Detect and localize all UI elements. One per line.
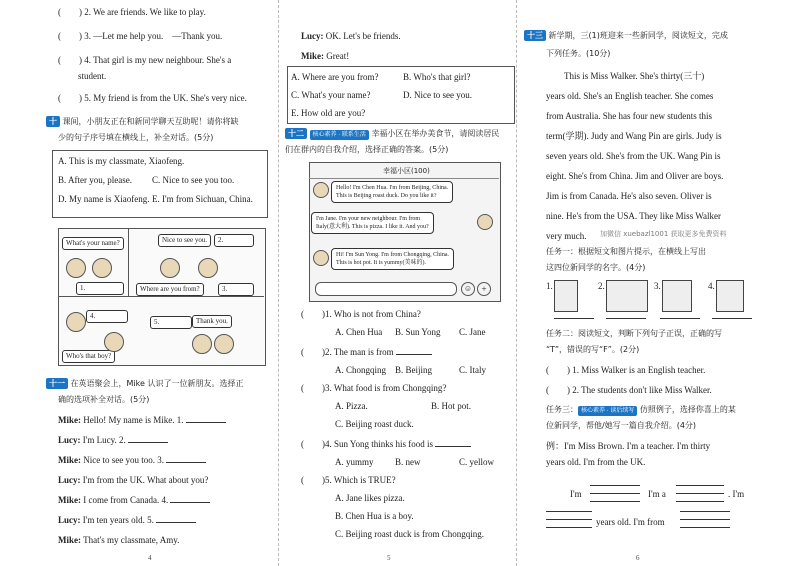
- photo-label: 1.: [546, 281, 553, 291]
- column-divider: [278, 0, 279, 566]
- choice[interactable]: C. Italy: [459, 365, 486, 375]
- dialogue-line: Lucy: I'm from the UK. What about you?: [58, 475, 209, 485]
- judge-item: ( ) 3. —Let me help you. —Thank you.: [58, 31, 223, 41]
- chat-message: Hi! I'm Sun Yong. I'm from Chongqing, China. This is hot pot. It is yummy(美味的).: [331, 248, 454, 270]
- choice[interactable]: B. Hot pot.: [431, 401, 472, 411]
- task-1-title: 任务一：根据短文和图片提示，在横线上写出: [546, 247, 706, 256]
- answer-blank[interactable]: [186, 422, 226, 423]
- passage-line: nine. He's from the USA. They like Miss Walker: [546, 211, 722, 221]
- avatar: [477, 214, 493, 230]
- answer-blank[interactable]: [554, 318, 594, 319]
- child-figure: [214, 334, 234, 354]
- big-ben-image: [554, 280, 578, 312]
- speech-bubble: Thank you.: [192, 315, 232, 328]
- watermark: 加微信 xuebazl1001 获取更多免费资料: [600, 230, 727, 238]
- choice[interactable]: A. Pizza.: [335, 401, 368, 411]
- choice[interactable]: C. yellow: [459, 457, 494, 467]
- speech-bubble: Nice to see you.: [158, 234, 211, 247]
- judge-item: ( ) 5. My friend is from the UK. She's very nice.: [58, 93, 247, 103]
- passage-line: years old. She's an English teacher. She comes: [546, 91, 714, 101]
- judge-item: ( ) 1. Miss Walker is an English teacher.: [546, 365, 706, 375]
- dialogue-line: Lucy: OK. Let's be friends.: [301, 31, 401, 41]
- divider: [309, 178, 499, 179]
- choice[interactable]: B. Beijing: [395, 365, 433, 375]
- question: ( )3. What food is from Chongqing?: [301, 383, 447, 393]
- child-figure: [66, 258, 86, 278]
- task-2-title: 任务二：阅读短文，判断下列句子正误，正确的写: [546, 329, 722, 338]
- choice[interactable]: C. Beijing roast duck.: [335, 419, 414, 429]
- section-10-title-line2: 少的句子序号填在横线上，补全对话。(5分): [58, 133, 214, 142]
- page-number: 4: [148, 554, 152, 562]
- answer-bubble[interactable]: 2.: [214, 234, 254, 247]
- section-12-title-line2: 们在群内的自我介绍，选择正确的答案。(5分): [285, 145, 449, 154]
- question: ( )1. Who is not from China?: [301, 309, 421, 319]
- choice[interactable]: B. Chen Hua is a boy.: [335, 511, 414, 521]
- speech-bubble: What's your name?: [62, 237, 124, 250]
- page-number: 6: [636, 554, 640, 562]
- option: C. What's your name?: [291, 90, 371, 100]
- chat-title: 幸福小区(100): [383, 167, 430, 175]
- answer-blank[interactable]: [660, 318, 700, 319]
- speech-bubble: Where are you from?: [136, 283, 204, 296]
- dialogue-line: Mike: Great!: [301, 51, 350, 61]
- judge-item: ( ) 2. We are friends. We like to play.: [58, 7, 206, 17]
- photo-label: 4.: [708, 281, 715, 291]
- answer-bubble[interactable]: 4.: [86, 310, 128, 323]
- child-figure: [160, 258, 180, 278]
- judge-item-continued: student.: [78, 71, 107, 81]
- answer-blank[interactable]: [156, 522, 196, 523]
- page-5-column: [283, 0, 515, 566]
- choice[interactable]: B. Sun Yong: [395, 327, 441, 337]
- section-10-title: 十 课间，小朋友正在和新同学聊天互助呢！请你将缺: [46, 116, 239, 128]
- task-3-title: 任务三： 核心素养 · 读后续写 仿照例子，选择你喜上的某: [546, 405, 736, 414]
- chat-message: I'm Jane. I'm your new neighbour. I'm from Italy(意大利). This is pizza. I like it. And you?: [311, 212, 434, 234]
- section-12-title: 十二 核心素养 · 联系生活 幸福小区在举办美食节，请阅读居民: [285, 128, 499, 140]
- answer-bubble[interactable]: 1.: [76, 282, 124, 295]
- passage-line: seven years old. She's from the UK. Wang Pin is: [546, 151, 721, 161]
- child-figure: [198, 258, 218, 278]
- dialogue-line: Lucy: I'm Lucy. 2.: [58, 434, 168, 446]
- page-6-column: [518, 0, 800, 566]
- judge-item: ( ) 2. The students don't like Miss Walker.: [546, 385, 712, 395]
- dialogue-line: Mike: That's my classmate, Amy.: [58, 535, 180, 545]
- fill-text: years old. I'm from: [596, 517, 665, 527]
- child-figure: [192, 334, 212, 354]
- section-13-title-line2: 下列任务。(10分): [546, 49, 611, 58]
- choice[interactable]: B. new: [395, 457, 421, 467]
- passage-line: very much.: [546, 231, 587, 241]
- example-line: 例：I'm Miss Brown. I'm a teacher. I'm thirty: [546, 441, 711, 451]
- dialogue-line: Lucy: I'm ten years old. 5.: [58, 514, 196, 526]
- fill-text: . I'm: [728, 489, 745, 499]
- example-line: years old. I'm from the UK.: [546, 457, 646, 467]
- answer-blank[interactable]: [435, 446, 471, 447]
- choice[interactable]: A. Jane likes pizza.: [335, 493, 405, 503]
- page-4-column: [0, 0, 270, 566]
- divider: [58, 296, 264, 297]
- photo-label: 3.: [654, 281, 661, 291]
- question: ( )4. Sun Yong thinks his food is: [301, 438, 471, 450]
- option: E. I'm from Sichuan, China.: [152, 194, 253, 204]
- dialogue-line: Mike: Nice to see you too. 3.: [58, 454, 206, 466]
- option: D. Nice to see you.: [403, 90, 472, 100]
- writing-lines[interactable]: [676, 482, 724, 506]
- answer-bubble[interactable]: 3.: [218, 283, 254, 296]
- speech-bubble: Who's that boy?: [62, 350, 115, 363]
- writing-lines[interactable]: [680, 508, 730, 532]
- choice[interactable]: A. Chongqing: [335, 365, 387, 375]
- passage-line: term(学期). Judy and Wang Pin are girls. Judy is: [546, 131, 722, 141]
- answer-blank[interactable]: [128, 442, 168, 443]
- question: ( )2. The man is from: [301, 346, 432, 358]
- answer-bubble[interactable]: 5.: [150, 316, 192, 329]
- photo-label: 2.: [598, 281, 605, 291]
- column-divider: [516, 0, 517, 566]
- section-11-title: 十一 在英语聚会上，Mike 认识了一位新朋友。选择正: [46, 378, 243, 390]
- passage-line: from Australia. She has four new students this: [546, 111, 712, 121]
- option: D. My name is Xiaofeng.: [58, 194, 150, 204]
- passage-line: Jim is from Canada. He's also seven. Oliver is: [546, 191, 712, 201]
- answer-blank[interactable]: [166, 462, 206, 463]
- option: B. Who's that girl?: [403, 72, 471, 82]
- avatar: [313, 250, 329, 266]
- answer-blank[interactable]: [396, 354, 432, 355]
- task-1-title-line2: 这四位新同学的名字。(4分): [546, 263, 646, 272]
- option: C. Nice to see you too.: [152, 175, 235, 185]
- question: ( )5. Which is TRUE?: [301, 475, 396, 485]
- option: A. Where are you from?: [291, 72, 379, 82]
- choice[interactable]: C. Beijing roast duck is from Chongqing.: [335, 529, 484, 539]
- judge-item: ( ) 4. That girl is my new neighbour. She's a: [58, 55, 232, 65]
- avatar: [313, 182, 329, 198]
- fill-text: I'm: [570, 489, 582, 499]
- answer-blank[interactable]: [606, 318, 646, 319]
- choice[interactable]: A. yummy: [335, 457, 374, 467]
- statue-of-liberty-image: [662, 280, 692, 312]
- passage-line: eight. She's from China. Jim and Oliver are boys.: [546, 171, 724, 181]
- option: B. After you, please.: [58, 175, 132, 185]
- child-figure: [104, 332, 124, 352]
- page-number: 5: [387, 554, 391, 562]
- child-figure: [66, 312, 86, 332]
- fill-text: I'm a: [648, 489, 666, 499]
- writing-lines[interactable]: [546, 508, 592, 532]
- choice[interactable]: C. Jane: [459, 327, 486, 337]
- writing-lines[interactable]: [590, 482, 640, 506]
- task-2-title-line2: “T”，错误的写“F”。(2分): [546, 345, 640, 354]
- add-icon[interactable]: +: [477, 282, 491, 296]
- great-wall-image: [606, 280, 648, 312]
- message-input[interactable]: [315, 282, 457, 296]
- dialogue-line: Mike: I come from Canada. 4.: [58, 494, 210, 506]
- dialogue-line: Mike: Hello! My name is Mike. 1.: [58, 414, 226, 426]
- task-3-title-line2: 位新同学，帮他/她写一篇自我介绍。(4分): [546, 421, 697, 430]
- section-13-title: 十三 新学期，三(1)班迎来一些新同学，阅读短文，完成: [524, 30, 728, 42]
- child-figure: [92, 258, 112, 278]
- answer-blank[interactable]: [712, 318, 752, 319]
- divider: [128, 228, 129, 296]
- section-11-title-line2: 确的选项补全对话。(5分): [58, 395, 150, 404]
- passage-line: This is Miss Walker. She's thirty(三十): [564, 71, 705, 81]
- option: A. This is my classmate, Xiaofeng.: [58, 156, 185, 166]
- emoji-icon[interactable]: ☺: [461, 282, 475, 296]
- chat-message: Hello! I'm Chen Hua. I'm from Beijing, China. This is Beijing roast duck. Do you like it?: [331, 181, 453, 203]
- choice[interactable]: A. Chen Hua: [335, 327, 383, 337]
- answer-blank[interactable]: [170, 502, 210, 503]
- option: E. How old are you?: [291, 108, 366, 118]
- cn-tower-image: [716, 280, 744, 312]
